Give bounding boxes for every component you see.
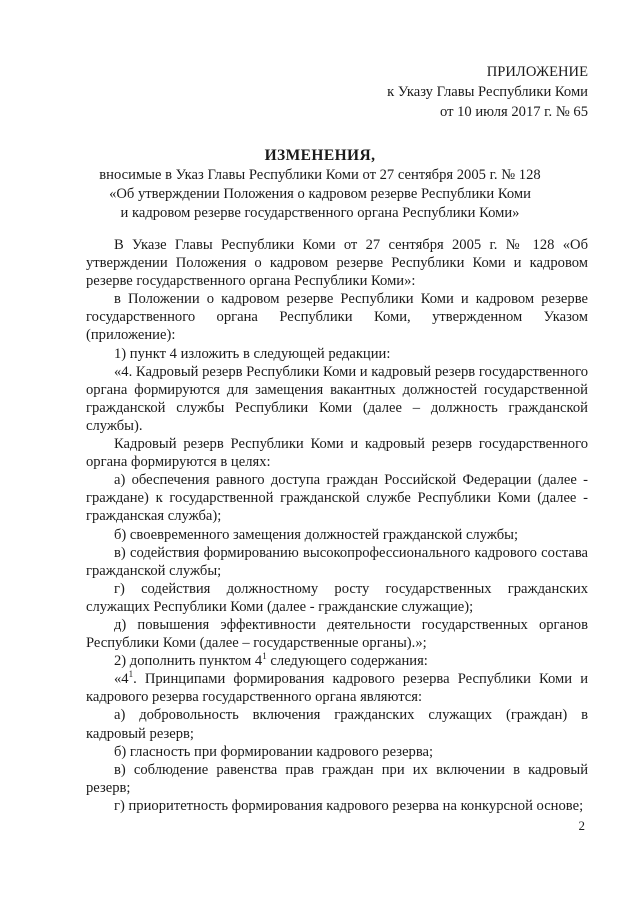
paragraph: а) обеспечения равного доступа граждан Российской Федерации (далее - граждане) к государственной гражданской службе Республики Коми (далее - гражданская служба);	[86, 472, 588, 525]
page-number: 2	[578, 818, 585, 833]
paragraph-text: следующего содержания:	[266, 653, 428, 670]
document-body	[86, 236, 588, 815]
paragraph: В Указе Главы Республики Коми от 27 сентября 2005 г. № 128 «Об утверждении Положения о кадровом резерве Республики Коми и кадровом резерве государственного органа Республики Коми»:	[86, 237, 588, 290]
paragraph-text: 2) дополнить пунктом 4	[114, 653, 263, 670]
paragraph: «4. Кадровый резерв Республики Коми и кадровый резерв государственного органа формируются для замещения вакантных должностей государственной гражданской службы Республики Коми (далее – должность гражданской службы).	[86, 363, 588, 434]
title-line-1: вносимые в Указ Главы Республики Коми от 27 сентября 2005 г. № 128	[99, 167, 541, 183]
paragraph: б) гласность при формировании кадрового резерва;	[114, 743, 434, 760]
paragraph: в) соблюдение равенства прав граждан при их включении в кадровый резерв;	[86, 761, 588, 796]
document-title	[0, 146, 640, 223]
paragraph-text: «4	[114, 671, 129, 688]
paragraph: в) содействия формированию высокопрофессионального кадрового состава гражданской службы;	[86, 544, 588, 579]
paragraph: г) приоритетность формирования кадрового резерва на конкурсной основе;	[114, 797, 584, 814]
paragraph: Кадровый резерв Республики Коми и кадровый резерв государственного органа формируются в целях:	[86, 436, 588, 471]
paragraph: д) повышения эффективности деятельности государственных органов Республики Коми (далее – государственные органы).»;	[86, 616, 588, 652]
paragraph: 1) пункт 4 изложить в следующей редакции:	[114, 345, 391, 362]
appendix-decree-ref: к Указу Главы Республики Коми	[387, 84, 588, 100]
superscript: 1	[262, 651, 267, 662]
paragraph: г) содействия должностному росту государственных гражданских служащих Республики Коми (далее - гражданские служащие);	[86, 580, 588, 615]
paragraph	[86, 670, 588, 706]
title-line-2: «Об утверждении Положения о кадровом резерве Республики Коми	[109, 186, 531, 202]
paragraph	[86, 652, 588, 670]
appendix-date: от 10 июля 2017 г. № 65	[439, 104, 588, 120]
paragraph-text: . Принципами формирования кадрового резерва Республики Коми и кадрового резерва государственного органа являются:	[86, 671, 588, 706]
superscript: 1	[128, 669, 134, 680]
paragraph: а) добровольность включения гражданских служащих (граждан) в кадровый резерв;	[86, 707, 588, 742]
paragraph: б) своевременного замещения должностей гражданской службы;	[114, 526, 518, 543]
paragraph: в Положении о кадровом резерве Республики Коми и кадровом резерве государственного органа Республики Коми, утвержденном Указом (приложение):	[86, 291, 588, 344]
appendix-header	[387, 62, 588, 122]
title-heading: ИЗМЕНЕНИЯ,	[264, 147, 376, 164]
appendix-label: ПРИЛОЖЕНИЕ	[486, 64, 588, 80]
title-line-3: и кадровом резерве государственного органа Республики Коми»	[120, 205, 520, 221]
